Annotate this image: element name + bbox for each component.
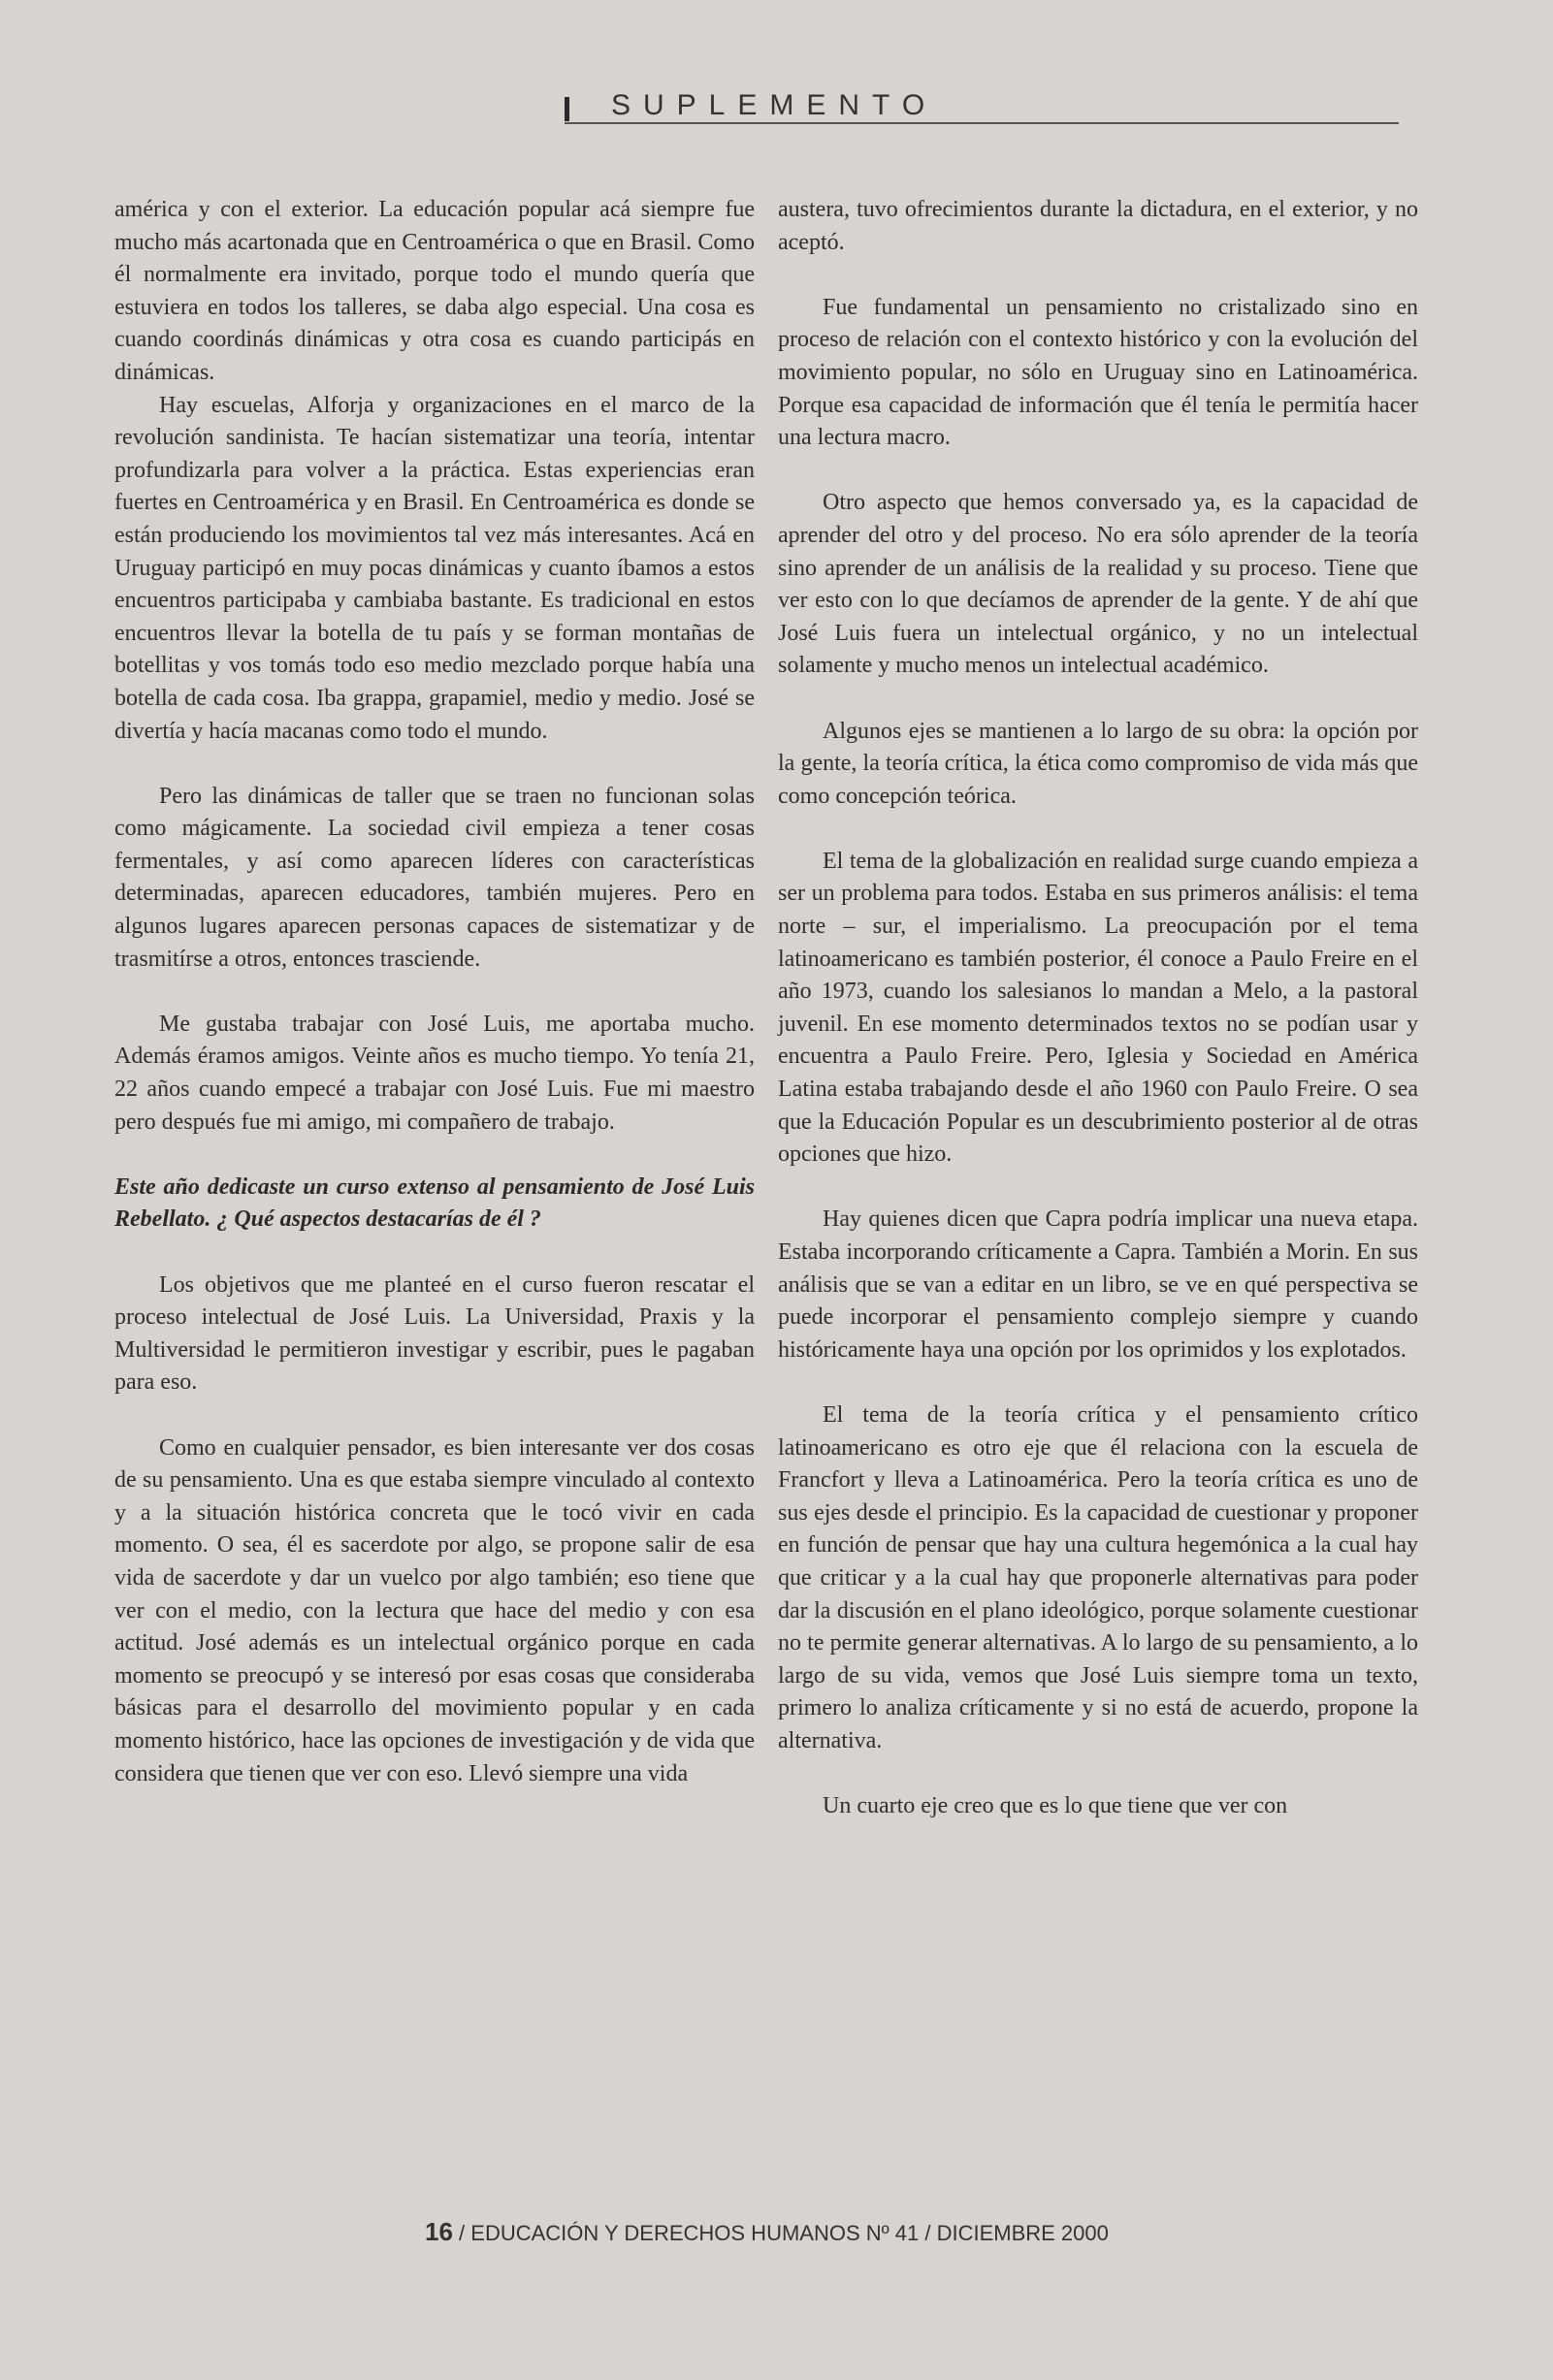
paragraph: Hay quienes dicen que Capra podría implicar una nueva etapa. Estaba incorporando críticamente a Capra. También a Morin. En sus análisis que se van a editar en un libro, se ve en qué perspectiva se puede incorporar el pensamiento complejo siempre y cuando históricamente haya una opción por los oprimidos y los explotados. (778, 1206, 1418, 1363)
publication-info: / EDUCACIÓN Y DERECHOS HUMANOS Nº 41 / DICIEMBRE 2000 (459, 2221, 1109, 2245)
paragraph: Algunos ejes se mantienen a lo largo de su obra: la opción por la gente, la teoría crítica, la ética como compromiso de vida más que como concepción teórica. (778, 718, 1418, 809)
paragraph: Los objetivos que me planteé en el curso fueron rescatar el proceso intelectual de José Luis. La Universidad, Praxis y la Multiversidad le permitieron investigar y escribir, pues le pagaban para eso. (114, 1271, 755, 1396)
paragraph: Un cuarto eje creo que es lo que tiene que ver con (823, 1793, 1288, 1819)
page-number: 16 (425, 2217, 453, 2246)
paragraph: Otro aspecto que hemos conversado ya, es la capacidad de aprender del otro y del proceso. No era sólo aprender de la teoría sino aprender de un análisis de la realidad y su proceso. Tiene que ver esto con lo que decíamos de aprender de la gente. Y de ahí que José Luis fuera un intelectual orgánico, y no un intelectual solamente y mucho menos un intelectual académico. (778, 490, 1418, 679)
paragraph: américa y con el exterior. La educación popular acá siempre fue mucho más acartonada que en Centroamérica o que en Brasil. Como él normalmente era invitado, porque todo el mundo quería que estuviera en todos los talleres, se daba algo especial. Una cosa es cuando coordinás dinámicas y otra cosa es cuando participás en dinámicas. (114, 197, 755, 385)
paragraph: Como en cualquier pensador, es bien interesante ver dos cosas de su pensamiento. Una es que estaba siempre vinculado al contexto y a la situación histórica concreta que le tocó vivir en cada momento. O sea, él es sacerdote por algo, se propone salir de esa vida de sacerdote y dar un vuelco por algo también; eso tiene que ver con el medio, con la lectura que hace del medio y con esa actitud. José además es un intelectual orgánico porque en cada momento se preocupó y se interesó por esas cosas que consideraba básicas para el desarrollo del movimiento popular y en cada momento histórico, hace las opciones de investigación y de vida que considera que tienen que ver con eso. Llevó siempre una vida (114, 1434, 755, 1786)
header-divider (565, 122, 1399, 124)
right-column (778, 194, 1418, 1823)
paragraph: austera, tuvo ofrecimientos durante la dictadura, en el exterior, y no aceptó. (778, 197, 1418, 255)
paragraph: El tema de la globalización en realidad surge cuando empieza a ser un problema para todos. Estaba en sus primeros análisis: el tema norte – sur, el imperialismo. La preocupación por el tema latinoamericano es también posterior, él conoce a Paulo Freire en el año 1973, cuando los salesianos lo mandan a Melo, a la pastoral juvenil. En ese momento determinados textos no se podían usar y encuentra a Paulo Freire. Pero, Iglesia y Sociedad en América Latina estaba trabajando desde el año 1960 con Paulo Freire. O sea que la Educación Popular es un descubrimiento posterior al de otras opciones que hizo. (778, 848, 1418, 1168)
page-footer (425, 2217, 1109, 2247)
paragraph: El tema de la teoría crítica y el pensamiento crítico latinoamericano es otro eje que él relaciona con la escuela de Francfort y lleva a Latinoamérica. Pero la teoría crítica es uno de sus ejes desde el principio. Es la capacidad de cuestionar y proponer en función de pensar que hay una cultura hegemónica a la cual hay que criticar y a la cual hay que proponerle alternativas para poder dar la discusión en el plano ideológico, porque solamente cuestionar no te permite generar alternativas. A lo largo de su pensamiento, a lo largo de su vida, vemos que José Luis siempre toma un texto, primero lo analiza críticamente y si no está de acuerdo, propone la alternativa. (778, 1401, 1418, 1753)
paragraph: Hay escuelas, Alforja y organizaciones en el marco de la revolución sandinista. Te hacían sistematizar una teoría, intentar profundizarla para volver a la práctica. Estas experiencias eran fuertes en Centroamérica y en Brasil. En Centroamérica es donde se están produciendo los movimientos tal vez más interesantes. Acá en Uruguay participó en muy pocas dinámicas y cuanto íbamos a estos encuentros participaba y cambiaba bastante. Es tradicional en estos encuentros llevar la botella de tu país y se forman montañas de botellitas y vos tomás todo eso medio mezclado porque había una botella de cada cosa. Iba grappa, grapamiel, medio y medio. José se divertía y hacía macanas como todo el mundo. (114, 392, 755, 744)
header-vertical-bar (565, 97, 569, 121)
paragraph: Pero las dinámicas de taller que se traen no funcionan solas como mágicamente. La sociedad civil empieza a tener cosas fermentales, y así como aparecen líderes con características determinadas, aparecen educadores, también mujeres. Pero en algunos lugares aparecen personas capaces de sistematizar y de trasmitírse a otros, entonces trasciende. (114, 783, 755, 972)
paragraph: Me gustaba trabajar con José Luis, me aportaba mucho. Además éramos amigos. Veinte años es mucho tiempo. Yo tenía 21, 22 años cuando empecé a trabajar con José Luis. Fue mi maestro pero después fue mi amigo, mi compañero de trabajo. (114, 1011, 755, 1135)
interview-question: Este año dedicaste un curso extenso al pensamiento de José Luis Rebellato. ¿ Qué aspectos destacarías de él ? (114, 1174, 755, 1233)
section-title: SUPLEMENTO (611, 89, 938, 121)
left-column (114, 194, 755, 1790)
paragraph: Fue fundamental un pensamiento no cristalizado sino en proceso de relación con el contexto histórico y con la evolución del movimiento popular, no sólo en Uruguay sino en Latinoamérica. Porque esa capacidad de información que él tenía le permitía hacer una lectura macro. (778, 294, 1418, 451)
